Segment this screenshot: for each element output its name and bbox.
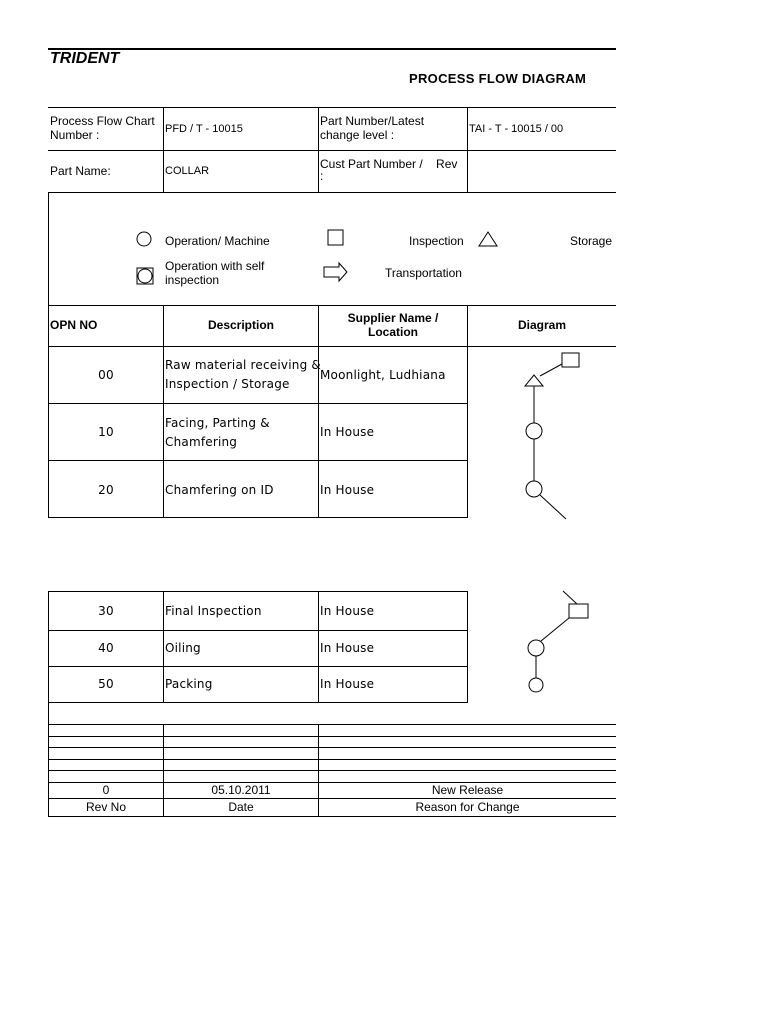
col-header-diagram: Diagram xyxy=(517,318,567,332)
op-description-line-1: Chamfering on ID xyxy=(165,483,274,497)
part-number-value: TAI - T - 10015 / 00 xyxy=(469,123,564,135)
op-supplier: In House xyxy=(320,425,375,439)
rev-header-date: Date xyxy=(228,800,254,814)
op-description: Final Inspection xyxy=(165,604,262,618)
op-supplier: In House xyxy=(320,677,375,691)
op-supplier: In House xyxy=(320,641,375,655)
cust-part-label: Cust Part Number / Rev xyxy=(320,157,458,171)
part-number-label-text: Part Number/Latest change level : xyxy=(320,114,425,142)
flow-storage-icon xyxy=(525,375,543,386)
flow-operation-icon xyxy=(526,423,542,439)
rev-date: 05.10.2011 xyxy=(211,783,271,797)
legend-inspection: Inspection xyxy=(409,234,464,248)
op-supplier: In House xyxy=(320,604,375,618)
flow-connector xyxy=(541,618,569,641)
opn-number: 40 xyxy=(98,641,114,655)
legend-storage: Storage xyxy=(570,234,613,248)
legend-op-self-inspection-2: inspection xyxy=(165,273,220,287)
rev-header-reason: Reason for Change xyxy=(415,800,520,814)
part-name-label: Part Name: xyxy=(50,164,111,178)
pfc-number-value: PFD / T - 10015 xyxy=(165,123,243,135)
page-title: PROCESS FLOW DIAGRAM xyxy=(409,71,587,86)
rev-reason: New Release xyxy=(431,783,504,797)
op-description: Packing xyxy=(165,677,213,691)
col-header-opn-no: OPN NO xyxy=(50,318,98,332)
legend-operation: Operation/ Machine xyxy=(165,234,270,248)
legend-transportation: Transportation xyxy=(385,266,462,280)
flow-inspection-icon xyxy=(569,604,588,618)
col-header-supplier-1: Supplier Name / xyxy=(347,311,439,325)
flow-connector xyxy=(563,591,577,604)
op-description: Oiling xyxy=(165,641,201,655)
op-description-line-2: Chamfering xyxy=(165,435,238,449)
flow-connector xyxy=(540,495,566,519)
cust-part-colon: : xyxy=(320,169,324,183)
flow-operation-icon xyxy=(526,481,542,497)
opn-number: 20 xyxy=(98,483,114,497)
opn-number: 50 xyxy=(98,677,114,691)
op-description-line-1: Raw material receiving & xyxy=(165,358,321,372)
op-description-line-1: Facing, Parting & xyxy=(165,416,270,430)
col-header-supplier-2: Location xyxy=(368,325,418,339)
opn-number: 10 xyxy=(98,425,114,439)
opn-number: 00 xyxy=(98,368,114,382)
op-description-line-2: Inspection / Storage xyxy=(165,377,290,391)
pfc-number-label-text: Process Flow Chart Number : xyxy=(50,114,155,142)
col-header-description: Description xyxy=(207,318,274,332)
legend-op-self-inspection-1: Operation with self xyxy=(165,259,265,273)
opn-number: 30 xyxy=(98,604,114,618)
flow-inspection-icon xyxy=(562,353,579,367)
rev-header-rev-no: Rev No xyxy=(85,800,126,814)
flow-operation-icon xyxy=(528,640,544,656)
company-name: TRIDENT xyxy=(50,50,120,67)
op-supplier: In House xyxy=(320,483,375,497)
rev-number: 0 xyxy=(102,783,110,797)
op-supplier: Moonlight, Ludhiana xyxy=(320,368,446,382)
part-name-value: COLLAR xyxy=(165,165,210,177)
flow-connector xyxy=(540,364,562,376)
flow-operation-icon xyxy=(529,678,543,692)
